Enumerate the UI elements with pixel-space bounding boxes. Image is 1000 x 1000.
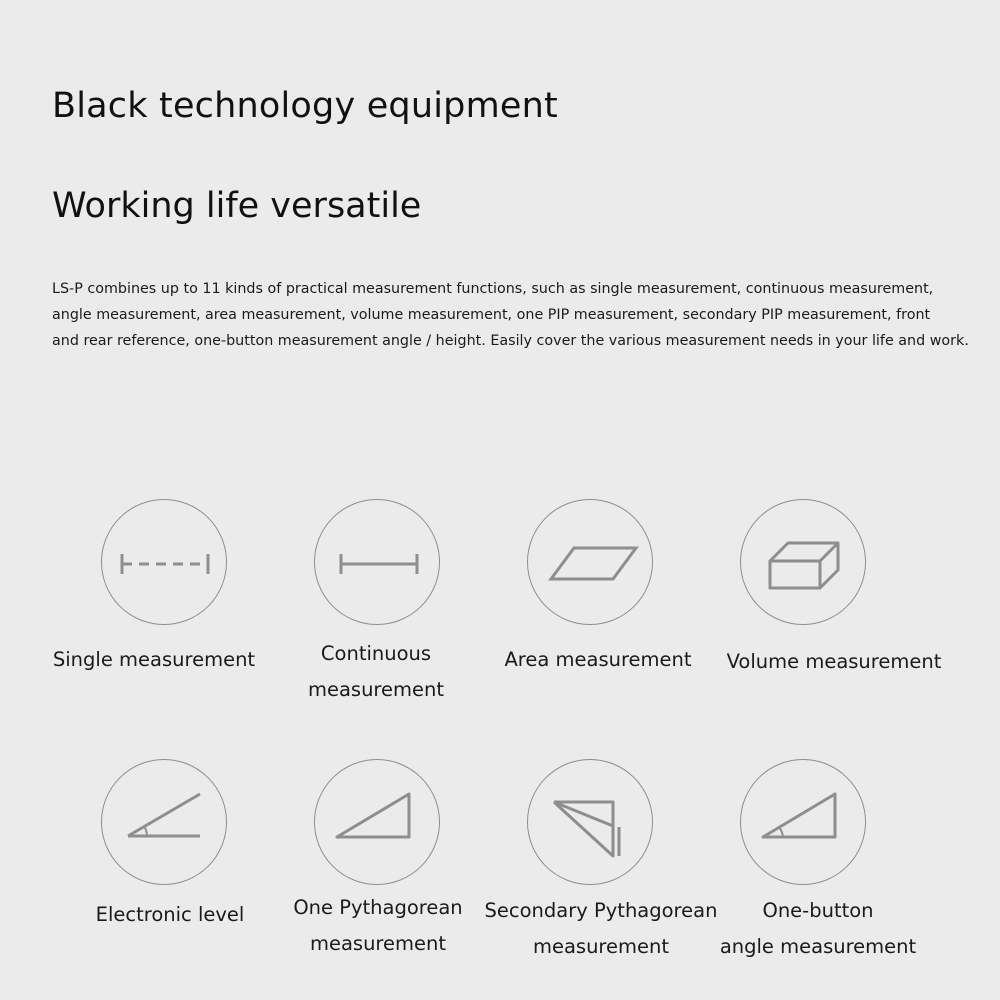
solid-line-icon — [315, 500, 441, 626]
label-line: measurement — [532, 935, 670, 958]
parallelogram-icon — [528, 500, 654, 626]
one-button-angle-circle — [740, 759, 866, 885]
description-line-1: LS-P combines up to 11 kinds of practical measurement functions, such as single measurement, continuous measurement, — [52, 281, 934, 297]
label-line: Secondary Pythagorean — [484, 899, 718, 922]
box-icon — [741, 500, 867, 626]
label-line: One-button — [762, 899, 874, 922]
feature-label-one-button-angle — [708, 893, 928, 965]
description-line-2: angle measurement, area measurement, volume measurement, one PIP measurement, secondary PIP measurement, front — [52, 307, 931, 323]
label-line: One Pythagorean — [293, 896, 463, 919]
angle-triangle-icon — [741, 760, 867, 886]
label-line: Continuous — [320, 642, 432, 665]
continuous-measurement-circle — [314, 499, 440, 625]
feature-label-secondary-pythagorean — [474, 893, 728, 965]
single-measurement-circle — [101, 499, 227, 625]
feature-label-continuous — [262, 636, 490, 708]
one-pythagorean-circle — [314, 759, 440, 885]
page-heading: Black technology equipment — [52, 86, 558, 126]
secondary-pythagorean-circle — [527, 759, 653, 885]
feature-label-one-pythagorean — [264, 890, 492, 962]
label-line: Area measurement — [504, 648, 692, 671]
description — [52, 276, 997, 354]
label-line: Single measurement — [52, 648, 256, 671]
angle-icon — [102, 760, 228, 886]
volume-measurement-circle — [740, 499, 866, 625]
electronic-level-circle — [101, 759, 227, 885]
label-line: measurement — [307, 678, 445, 701]
feature-label-single — [40, 642, 268, 678]
page-subheading: Working life versatile — [52, 186, 422, 226]
right-triangle-icon — [315, 760, 441, 886]
label-line: Volume measurement — [726, 650, 942, 673]
label-line: angle measurement — [719, 935, 917, 958]
feature-label-volume — [716, 644, 952, 680]
label-line: Electronic level — [95, 903, 245, 926]
double-triangle-icon — [528, 760, 654, 886]
feature-label-electronic-level — [56, 897, 284, 933]
dashed-line-icon — [102, 500, 228, 626]
label-line: measurement — [309, 932, 447, 955]
feature-label-area — [484, 642, 712, 678]
description-line-3: and rear reference, one-button measurement angle / height. Easily cover the various measurement needs in your life and work. — [52, 333, 969, 349]
area-measurement-circle — [527, 499, 653, 625]
